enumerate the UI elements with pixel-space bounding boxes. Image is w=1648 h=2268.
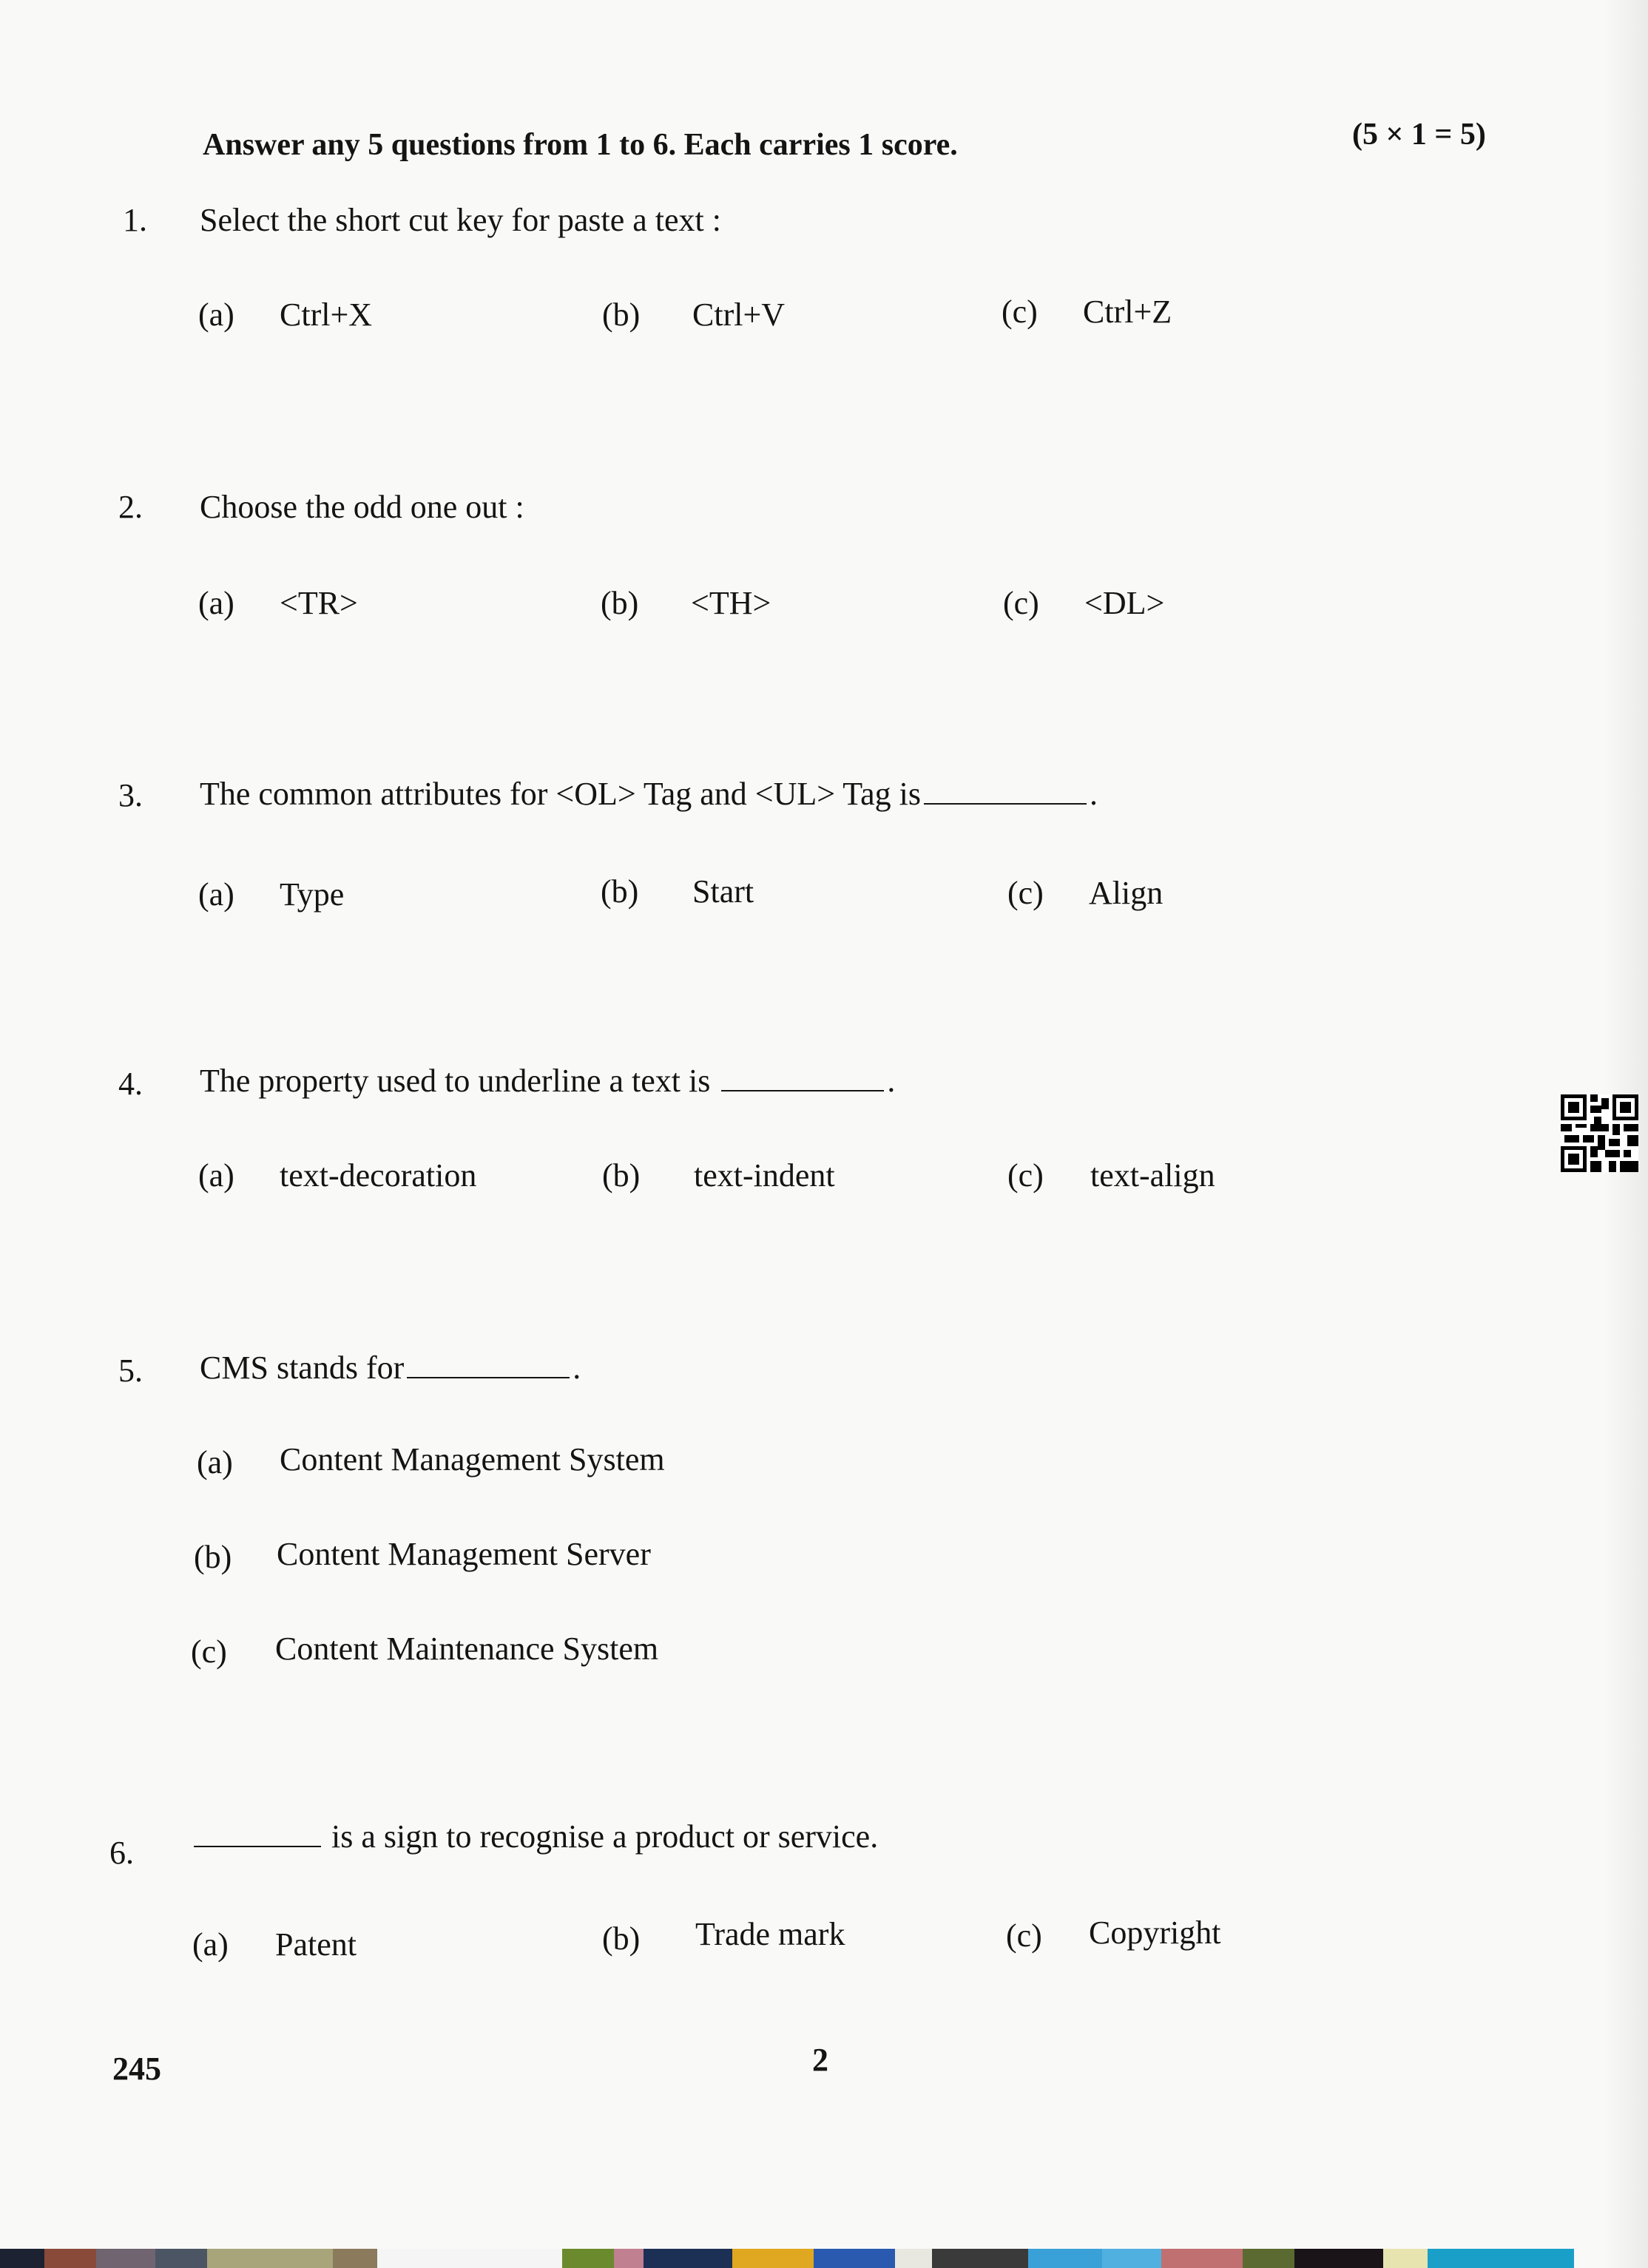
question-text-content: is a sign to recognise a product or service. [331,1818,879,1855]
option-text: Align [1089,875,1164,911]
option-label: (a) [198,585,234,621]
question-text [191,1816,878,1855]
question-text: The common attributes for <OL> Tag and <UL> Tag is . [200,776,1098,812]
background-strip [0,2249,1648,2268]
option-label: (c) [1003,585,1039,621]
question-text: Choose the odd one out : [200,489,524,525]
option-text: <DL> [1084,585,1165,621]
option-label: (b) [194,1539,232,1575]
paper-code: 245 [112,2051,161,2087]
option-label: (b) [601,873,639,910]
page-number: 2 [812,2042,828,2078]
question-number: 1. [123,202,147,238]
option-text: Content Management System [280,1441,665,1477]
question-number: 4. [118,1066,143,1102]
option-text: Copyright [1089,1915,1221,1951]
answer-blank [407,1350,570,1378]
option-label: (b) [602,297,641,333]
option-text: text-indent [694,1157,835,1194]
option-text: Content Management Server [277,1536,651,1572]
option-text: Start [692,873,754,910]
option-label: (c) [1002,294,1038,330]
question-text-content: CMS stands for [200,1350,405,1386]
option-label: (b) [602,1920,641,1957]
option-label: (a) [197,1444,233,1480]
question-text-content: The common attributes for <OL> Tag and <UL> Tag is [200,776,921,812]
option-text: Content Maintenance System [275,1631,659,1667]
option-text: <TR> [280,585,358,621]
option-label: (a) [198,1157,234,1194]
question-text: Select the short cut key for paste a text : [200,202,721,238]
question-text-content: The property used to underline a text is [200,1063,711,1099]
option-text: Patent [275,1926,357,1963]
option-label: (a) [192,1926,229,1963]
option-text: Ctrl+V [692,297,786,333]
question-number: 2. [118,489,143,525]
option-text: Type [280,876,345,913]
option-label: (c) [1006,1917,1042,1954]
option-text: <TH> [691,585,771,621]
option-label: (c) [1007,1157,1044,1194]
answer-blank [194,1816,321,1847]
option-text: Ctrl+Z [1083,294,1172,330]
answer-blank [721,1063,884,1091]
option-label: (a) [198,297,234,333]
option-text: Trade mark [695,1916,845,1952]
option-label: (b) [601,585,639,621]
question-number: 6. [109,1835,134,1871]
answer-blank [924,776,1087,805]
option-label: (c) [1007,875,1044,911]
score-allocation: (5 × 1 = 5) [1352,118,1486,152]
question-text: The property used to underline a text is . [200,1063,896,1099]
question-text: CMS stands for . [200,1350,581,1386]
option-label: (c) [191,1634,227,1670]
question-number: 3. [118,777,143,813]
question-number: 5. [118,1353,143,1389]
option-label: (a) [198,876,234,913]
option-text: text-align [1090,1157,1215,1194]
option-text: Ctrl+X [280,297,373,333]
instruction-text: Answer any 5 questions from 1 to 6. Each carries 1 score. [203,128,958,162]
qr-code-icon [1561,1094,1638,1172]
option-text: text-decoration [280,1157,477,1194]
option-label: (b) [602,1157,641,1194]
